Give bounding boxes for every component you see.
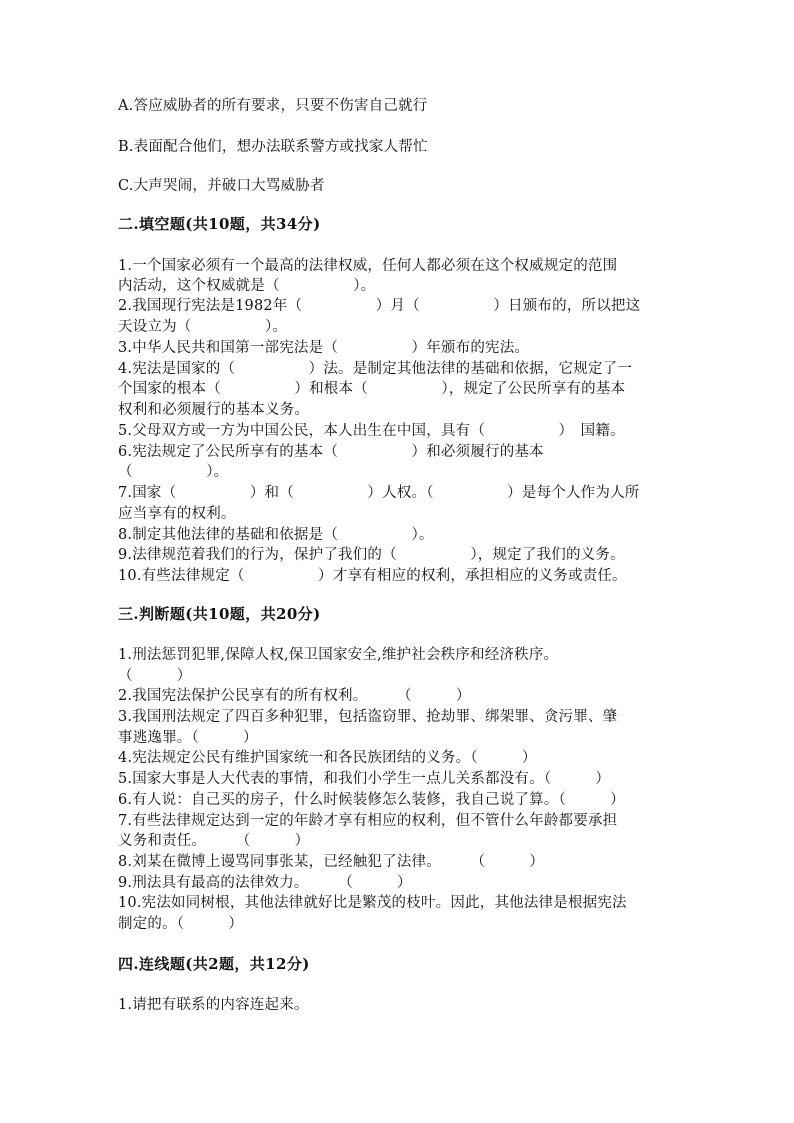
question-line: 3.我国刑法规定了四百多种犯罪，包括盗窃罪、抢劫罪、绑架罪、贪污罪、肇 (118, 709, 618, 725)
question-line: 8.刘某在微博上谩骂同事张某，已经触犯了法律。 （ ） (118, 854, 545, 870)
option-a: A.答应威胁者的所有要求，只要不伤害自己就行 (118, 98, 428, 114)
question-line: 应当享有的权利。 (118, 506, 236, 522)
question-line: 7.有些法律规定达到一定的年龄才享有相应的权利，但不管什么年龄都要承担 (118, 813, 618, 829)
question-line: 天设立为（ ）。 (118, 319, 288, 335)
question-line: 制定的。（ ） (118, 916, 244, 932)
section-heading-true-false: 三.判断题(共10题，共20分) (118, 605, 321, 623)
question-line: 9.法律规范着我们的行为，保护了我们的（ ），规定了我们的义务。 (118, 547, 625, 563)
option-b: B.表面配合他们，想办法联系警方或找家人帮忙 (118, 139, 428, 155)
question-line: 2.我国现行宪法是1982年（ ）月（ ）日颁布的，所以把这 (118, 298, 641, 314)
section-heading-matching: 四.连线题(共2题，共12分) (118, 955, 310, 973)
question-line: 5.父母双方或一方为中国公民，本人出生在中国，具有（ ） 国籍。 (118, 423, 625, 439)
question-line: 6.宪法规定了公民所享有的基本（ ）和必须履行的基本 (118, 444, 544, 460)
question-line: 权利和必须履行的基本义务。 (118, 402, 310, 418)
question-line: （ ）。 (118, 464, 229, 480)
option-c: C.大声哭闹，并破口大骂威胁者 (118, 178, 325, 194)
question-line: 6.有人说：自己买的房子，什么时候装修怎么装修，我自己说了算。（ ） (118, 792, 625, 808)
question-line: 义务和责任。 （ ） (118, 833, 310, 849)
question-line: 8.制定其他法律的基础和依据是（ ）。 (118, 527, 434, 543)
section-heading-fill-blank: 二.填空题(共10题，共34分) (118, 215, 321, 233)
question-line: 5.国家大事是人大代表的事情，和我们小学生一点儿关系都没有。（ ） (118, 771, 611, 787)
question-line: 3.中华人民共和国第一部宪法是（ ）年颁布的宪法。 (118, 340, 530, 356)
question-line: 9.刑法具有最高的法律效力。 （ ） (118, 875, 412, 891)
question-line: 10.有些法律规定（ ）才享有相应的权利，承担相应的义务或责任。 (118, 568, 627, 584)
question-line: 10.宪法如同树根，其他法律就好比是繁茂的枝叶。因此，其他法律是根据宪法 (118, 895, 627, 911)
question-line: 4.宪法是国家的（ ）法。是制定其他法律的基础和依据，它规定了一 (118, 361, 633, 377)
question-line: 1.一个国家必须有一个最高的法律权威，任何人都必须在这个权威规定的范围 (118, 258, 618, 274)
question-line: 个国家的根本（ ）和根本（ ），规定了公民所享有的基本 (118, 381, 626, 397)
question-line: 1.刑法惩罚犯罪,保障人权,保卫国家安全,维护社会秩序和经济秩序。 (118, 647, 559, 663)
question-line: 7.国家（ ）和（ ）人权。（ ）是每个人作为人所 (118, 485, 640, 501)
question-line: 1.请把有联系的内容连起来。 (118, 997, 309, 1013)
question-line: （ ） (118, 668, 192, 684)
question-line: 2.我国宪法保护公民享有的所有权利。 （ ） (118, 688, 471, 704)
question-line: 4.宪法规定公民有维护国家统一和各民族团结的义务。（ ） (118, 750, 537, 766)
question-line: 事逃逸罪。（ ） (118, 730, 258, 746)
question-line: 内活动，这个权威就是（ ）。 (118, 278, 376, 294)
